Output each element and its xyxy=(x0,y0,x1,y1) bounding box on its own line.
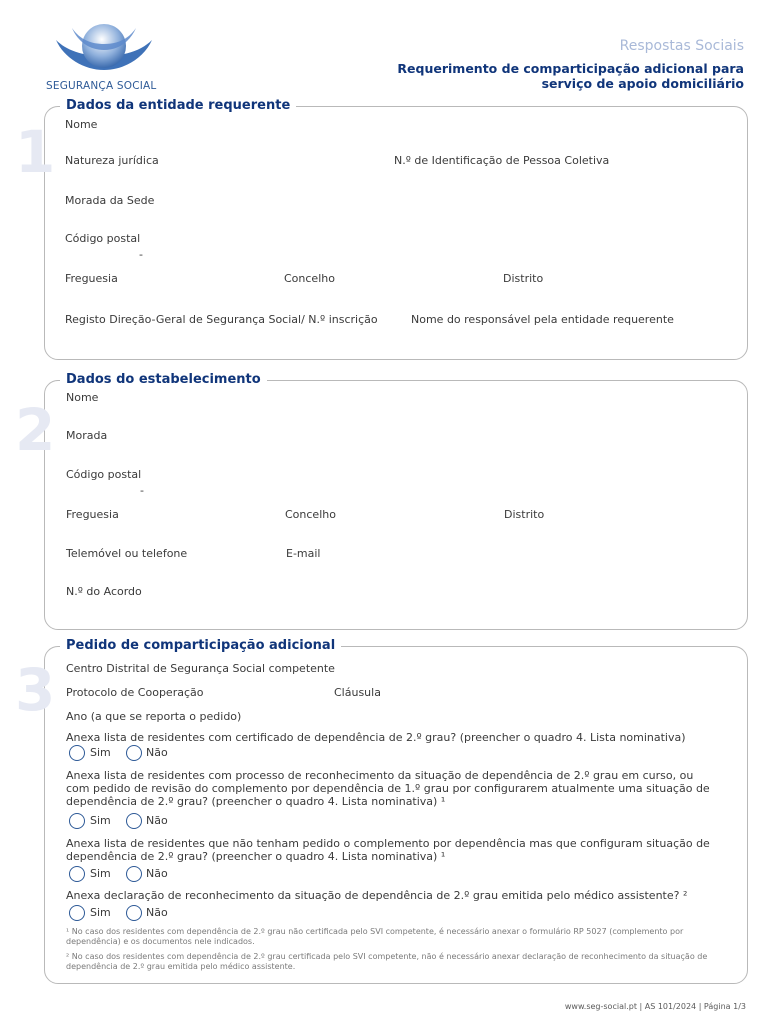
field-telefone[interactable]: Telemóvel ou telefone xyxy=(66,547,188,560)
section-number: 3 xyxy=(15,656,56,724)
field-nipc[interactable]: N.º de Identificação de Pessoa Coletiva xyxy=(394,154,610,167)
field-registo[interactable]: Registo Direção-Geral de Segurança Social/ N.º inscrição xyxy=(65,313,378,326)
radio-sim-label: Sim xyxy=(90,746,111,759)
section-entity-data xyxy=(15,98,748,360)
field-responsavel[interactable]: Nome do responsável pela entidade requerente xyxy=(411,313,674,326)
field-concelho[interactable]: Concelho xyxy=(284,272,335,285)
field-clausula[interactable]: Cláusula xyxy=(334,686,381,699)
form-title-line1: Requerimento de comparticipação adicional para xyxy=(397,61,744,76)
field-morada[interactable]: Morada xyxy=(66,429,108,442)
question-processo-curso: Anexa lista de residentes com processo de reconhecimento da situação de dependência de 2.º grau em curso, ou com pedido de revisão do complemento por dependência de 1.º grau por configurarem atualmente uma situação de dependência de 2.º grau? (preencher o quadro 4. Lista nominativa) ¹ xyxy=(66,769,710,808)
field-distrito[interactable]: Distrito xyxy=(503,272,544,285)
radio-nao[interactable] xyxy=(126,866,142,882)
section-establishment-data xyxy=(15,372,748,630)
question-certificado: Anexa lista de residentes com certificado de dependência de 2.º grau? (preencher o quadro 4. Lista nominativa) xyxy=(66,731,686,744)
field-freguesia[interactable]: Freguesia xyxy=(66,508,119,521)
radio-nao-label: Não xyxy=(146,867,168,880)
field-nome[interactable]: Nome xyxy=(66,391,99,404)
radio-sim[interactable] xyxy=(69,866,85,882)
radio-nao[interactable] xyxy=(126,905,142,921)
postal-dash: - xyxy=(139,248,143,261)
section-title: Dados do estabelecimento xyxy=(60,371,267,389)
section-title: Pedido de comparticipação adicional xyxy=(60,637,341,655)
radio-sim-label: Sim xyxy=(90,867,111,880)
section-additional-request xyxy=(15,638,748,984)
radio-sim[interactable] xyxy=(69,905,85,921)
radio-sim-label: Sim xyxy=(90,814,111,827)
field-ano[interactable]: Ano (a que se reporta o pedido) xyxy=(66,710,242,723)
field-morada-sede[interactable]: Morada da Sede xyxy=(65,194,155,207)
radio-sim-label: Sim xyxy=(90,906,111,919)
field-numero-acordo[interactable]: N.º do Acordo xyxy=(66,585,142,598)
header-category: Respostas Sociais xyxy=(619,38,744,54)
section-number: 2 xyxy=(15,396,56,464)
section-number: 1 xyxy=(15,118,56,186)
radio-nao-label: Não xyxy=(146,746,168,759)
field-freguesia[interactable]: Freguesia xyxy=(65,272,118,285)
section-title: Dados da entidade requerente xyxy=(60,97,296,115)
logo-text: SEGURANÇA SOCIAL xyxy=(46,80,157,92)
radio-nao-label: Não xyxy=(146,814,168,827)
field-centro-distrital[interactable]: Centro Distrital de Segurança Social competente xyxy=(66,662,335,675)
form-title-line2: serviço de apoio domiciliário xyxy=(541,76,744,91)
field-codigo-postal[interactable]: Código postal xyxy=(65,232,141,245)
field-nome[interactable]: Nome xyxy=(65,118,98,131)
field-codigo-postal[interactable]: Código postal xyxy=(66,468,142,481)
field-concelho[interactable]: Concelho xyxy=(285,508,336,521)
form-title xyxy=(324,61,744,91)
radio-nao-label: Não xyxy=(146,906,168,919)
question-sem-pedido: Anexa lista de residentes que não tenham pedido o complemento por dependência mas que configuram situação de dependência de 2.º grau? (preencher o quadro 4. Lista nominativa) ¹ xyxy=(66,837,710,863)
radio-sim[interactable] xyxy=(69,813,85,829)
field-email[interactable]: E-mail xyxy=(286,547,321,560)
question-declaracao-medico: Anexa declaração de reconhecimento da situação de dependência de 2.º grau emitida pelo médico assistente? ² xyxy=(66,889,688,902)
radio-nao[interactable] xyxy=(126,745,142,761)
footnote-2: ² No caso dos residentes com dependência de 2.º grau certificada pelo SVI competente, não é necessário anexar declaração de reconhecimento da situação de dependência de 2.º grau emitida pelo médico assistente. xyxy=(66,952,708,971)
footnote-1: ¹ No caso dos residentes com dependência de 2.º grau não certificada pelo SVI competente, é necessário anexar o formulário RP 5027 (complemento por dependência) e os documentos nele indicados. xyxy=(66,927,684,946)
field-distrito[interactable]: Distrito xyxy=(504,508,545,521)
radio-nao[interactable] xyxy=(126,813,142,829)
postal-dash: - xyxy=(140,484,144,497)
radio-sim[interactable] xyxy=(69,745,85,761)
page-footer: www.seg-social.pt | AS 101/2024 | Página 1/3 xyxy=(564,1002,746,1011)
field-natureza-juridica[interactable]: Natureza jurídica xyxy=(65,154,159,167)
field-protocolo[interactable]: Protocolo de Cooperação xyxy=(66,686,204,699)
